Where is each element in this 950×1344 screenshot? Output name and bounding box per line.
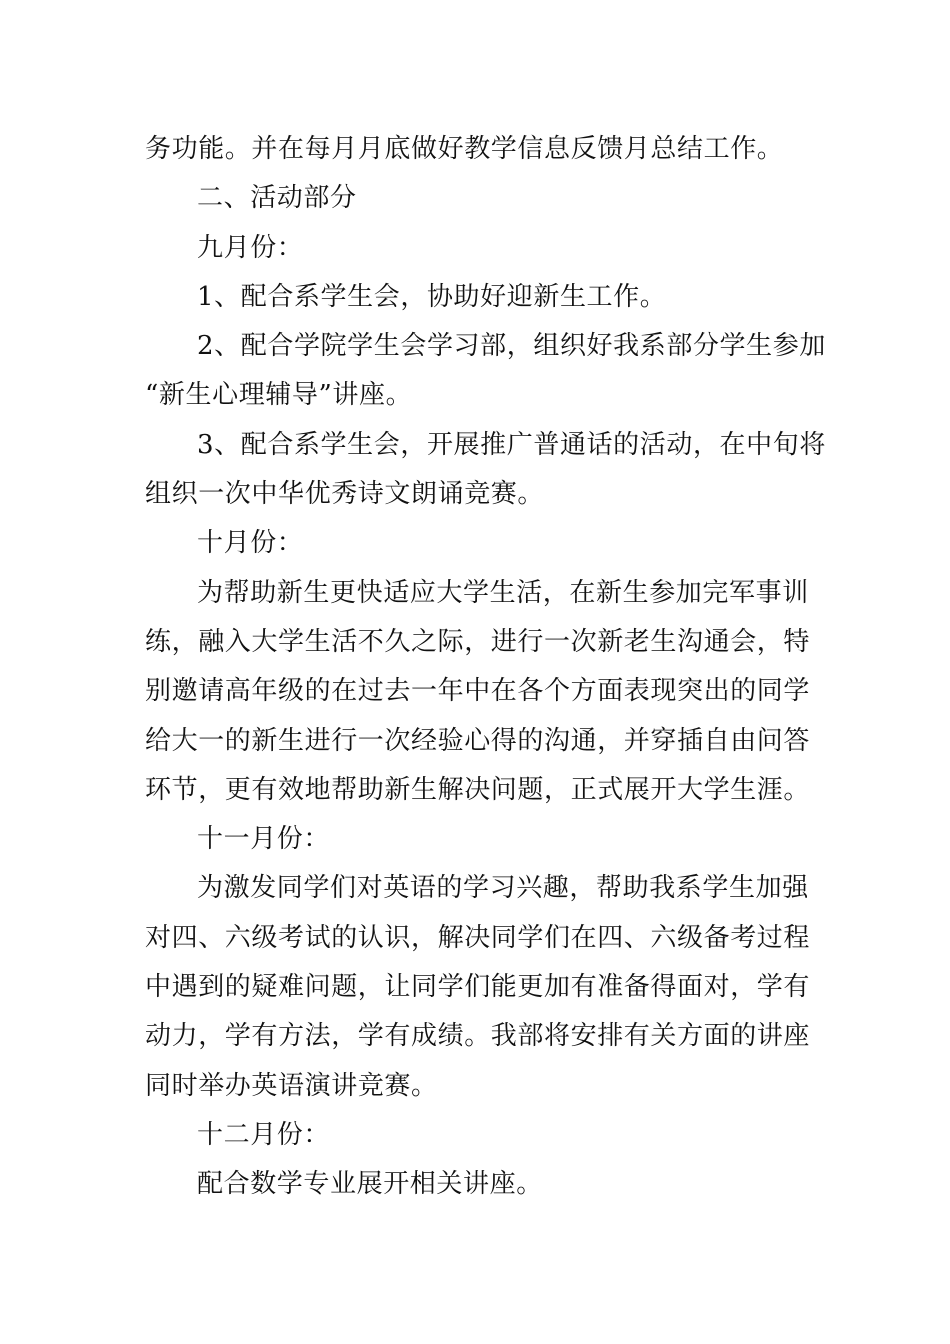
document-page — [145, 125, 826, 1210]
text-line-1: 务功能。并在每月月底做好教学信息反馈月总结工作。 — [145, 134, 784, 164]
month-heading-october: 十月份： — [197, 528, 304, 559]
september-item-3: 3、配合系学生会，开展推广普通话的活动，在中旬将 — [197, 429, 826, 460]
september-item-2: 2、配合学院学生会学习部，组织好我系部分学生参加 — [197, 331, 826, 362]
october-paragraph-line-3: 别邀请高年级的在过去一年中在各个方面表现突出的同学 — [145, 676, 811, 707]
november-paragraph-line-4: 动力，学有方法，学有成绩。我部将安排有关方面的讲座 — [145, 1021, 811, 1052]
month-heading-december: 十二月份： — [197, 1119, 331, 1150]
december-paragraph-line-1: 配合数学专业展开相关讲座。 — [197, 1169, 543, 1200]
month-heading-november: 十一月份： — [197, 824, 331, 855]
september-item-1: 1、配合系学生会，协助好迎新生工作。 — [197, 281, 667, 312]
november-paragraph-line-5: 同时举办英语演讲竞赛。 — [145, 1070, 438, 1101]
october-paragraph-line-1: 为帮助新生更快适应大学生活，在新生参加完军事训 — [197, 577, 809, 608]
october-paragraph-line-2: 练，融入大学生活不久之际，进行一次新老生沟通会，特 — [145, 626, 811, 657]
october-paragraph-line-5: 环节，更有效地帮助新生解决问题，正式展开大学生涯。 — [145, 774, 811, 805]
november-paragraph-line-1: 为激发同学们对英语的学习兴趣，帮助我系学生加强 — [197, 873, 809, 904]
november-paragraph-line-3: 中遇到的疑难问题，让同学们能更加有准备得面对，学有 — [145, 972, 811, 1003]
month-heading-september: 九月份： — [197, 232, 304, 263]
november-paragraph-line-2: 对四、六级考试的认识，解决同学们在四、六级备考过程 — [145, 922, 811, 953]
september-item-3-cont: 组织一次中华优秀诗文朗诵竞赛。 — [145, 479, 545, 510]
october-paragraph-line-4: 给大一的新生进行一次经验心得的沟通，并穿插自由问答 — [145, 725, 811, 756]
section-heading-activities: 二、活动部分 — [197, 183, 357, 214]
september-item-2-cont: “新生心理辅导”讲座。 — [145, 380, 413, 411]
